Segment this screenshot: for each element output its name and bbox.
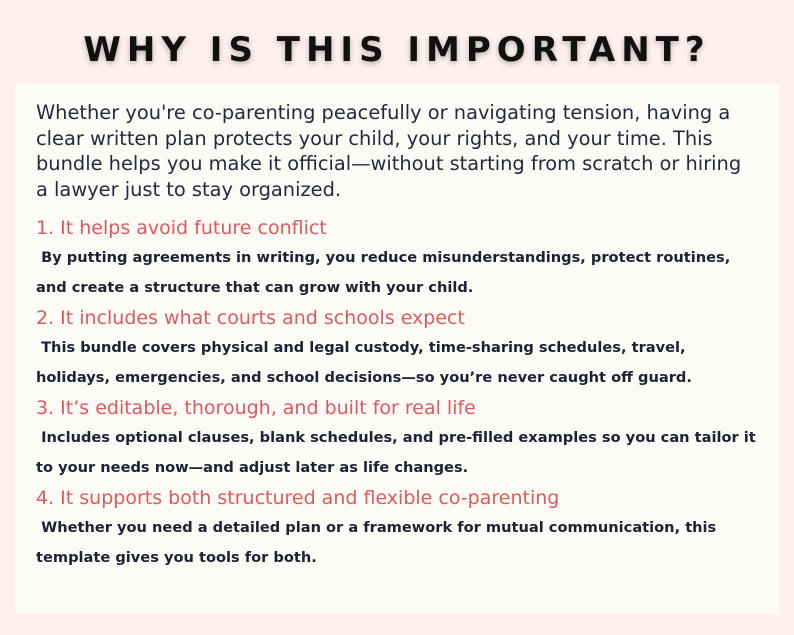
page-title: WHY IS THIS IMPORTANT? (83, 30, 711, 70)
point-body: This bundle covers physical and legal custody, time-sharing schedules, travel, holidays, emergencies, and school decisions—so you’re never caught off guard. (36, 339, 692, 386)
content-panel (15, 84, 779, 614)
point-heading: 1. It helps avoid future conflict (36, 217, 327, 239)
point-2 (36, 306, 759, 393)
point-body: By putting agreements in writing, you reduce misunderstandings, protect routines, and create a structure that can grow with your child. (36, 249, 736, 296)
point-heading: 2. It includes what courts and schools expect (36, 307, 465, 329)
point-body: Whether you need a detailed plan or a framework for mutual communication, this template gives you tools for both. (36, 519, 722, 566)
point-body: Includes optional clauses, blank schedules, and pre-filled examples so you can tailor it to your needs now—and adjust later as life changes. (36, 429, 761, 476)
point-heading: 4. It supports both structured and flexible co-parenting (36, 487, 560, 509)
point-3 (36, 396, 759, 483)
point-4 (36, 486, 759, 573)
intro-paragraph: Whether you're co-parenting peacefully or navigating tension, having a clear written plan protects your child, your rights, and your time. This bundle helps you make it official—without starting from scratch or hiring a lawyer just to stay organized. (36, 101, 742, 201)
point-1 (36, 216, 759, 303)
point-heading: 3. It’s editable, thorough, and built for real life (36, 397, 476, 419)
